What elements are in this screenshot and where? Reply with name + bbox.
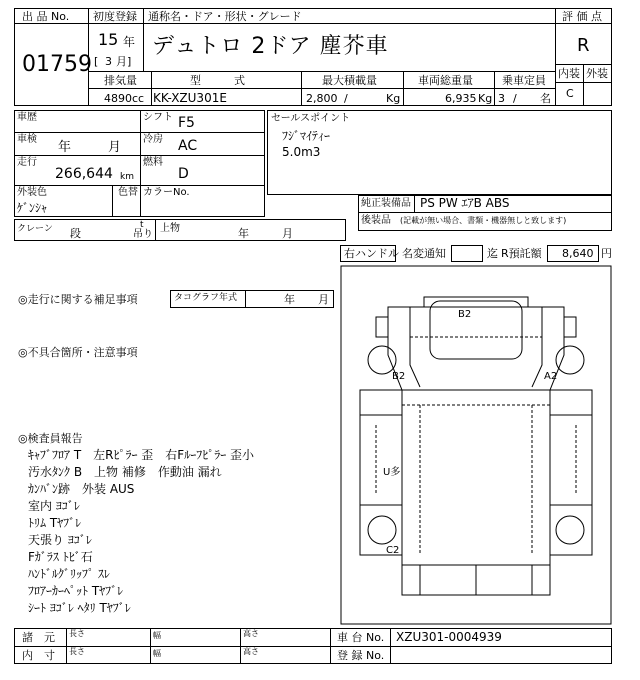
name-change-box: [451, 245, 483, 262]
equipment-value: PS PW ｴｱB ABS: [420, 196, 510, 210]
width-label: 幅: [153, 631, 161, 640]
car-name: デュトロ 2ドア 塵芥車: [152, 34, 389, 59]
tachograph-year: 年: [284, 293, 295, 306]
ac-value: AC: [178, 138, 198, 154]
tachograph-month: 月: [318, 293, 329, 306]
displacement-label: 排気量: [104, 74, 137, 87]
rating-label: 評 価 点: [562, 10, 602, 23]
inspector-line: Fｶﾞﾗｽ ﾄﾋﾞ石: [28, 550, 93, 564]
aftermarket-note: (記載が無い場合、書類・機器無しと致します): [400, 216, 567, 225]
exterior-label: 外装: [586, 67, 608, 80]
capacity-unit: 名: [540, 92, 551, 105]
max-load-slash: /: [344, 92, 348, 105]
name-change-label: 名変通知: [402, 247, 446, 260]
inspector-line: ﾄﾘﾑ Tﾔﾌﾞﾚ: [28, 516, 82, 530]
equipment-label: 純正装備品: [361, 198, 411, 209]
recycle-amount: 8,640: [562, 247, 594, 260]
capacity: 3: [498, 92, 505, 105]
rhd-label: 右ハンドル: [344, 247, 399, 260]
reg-number-label: 登 録 No.: [337, 649, 385, 662]
inspector-report: [28, 446, 254, 616]
shift-label: シフト: [143, 112, 173, 123]
inner-height-label: 高さ: [243, 647, 259, 656]
gross-weight: 6,935: [445, 92, 477, 105]
driving-notes-title: ◎走行に関する補足事項: [18, 293, 138, 306]
color-no-label: カラーNo.: [143, 187, 190, 198]
inspector-title: ◎検査員報告: [18, 432, 83, 445]
dims-label: 諸 元: [22, 631, 55, 644]
tachograph-label: タコグラフ年式: [174, 293, 238, 303]
rating-value: R: [577, 35, 590, 56]
reg-month: 3: [105, 55, 112, 68]
mileage-unit: km: [120, 172, 134, 182]
interior-label: 内装: [558, 67, 580, 80]
aftermarket-label: 後装品: [361, 215, 391, 226]
chassis-label: 車 台 No.: [337, 631, 385, 644]
model-label: 型 式: [190, 74, 245, 87]
crane-label: クレーン: [17, 224, 53, 234]
chassis-number: XZU301-0004939: [396, 630, 502, 644]
mileage-value: 266,644: [55, 166, 113, 182]
mark-b2-left: B2: [392, 371, 406, 382]
name-label: 通称名・ドア・形状・グレード: [148, 10, 302, 23]
inspection-label: 車検: [17, 134, 37, 145]
mark-c2-left: C2: [386, 545, 400, 556]
fuel-label: 燃料: [143, 157, 163, 168]
displacement: 4890: [104, 92, 132, 105]
gross-weight-unit: Kg: [478, 92, 493, 105]
color-label: 外装色: [17, 187, 47, 198]
max-load-label: 最大積載量: [322, 74, 377, 87]
shift-value: F5: [178, 115, 195, 131]
displacement-unit: cc: [132, 92, 145, 105]
recycle-unit: 円: [601, 247, 612, 260]
inspector-line: ｷｬﾌﾞﾌﾛｱ T 左Rﾋﾟﾗｰ 歪 右Fﾙｰﾌﾋﾟﾗｰ 歪小: [28, 448, 255, 462]
mark-b2-top: B2: [458, 309, 472, 320]
top-year: 年: [238, 227, 249, 240]
lot-label: 出 品 No.: [22, 10, 70, 23]
inspector-line: ﾊﾝﾄﾞﾙｸﾞﾘｯﾌﾟ ｽﾚ: [28, 567, 110, 581]
crane-hang: 吊り: [133, 229, 153, 240]
reg-month-unit: 月]: [116, 55, 132, 68]
crane-stage: 段: [70, 227, 81, 240]
inner-label: 内 寸: [22, 649, 55, 662]
crane-t: t: [140, 220, 144, 230]
height-label: 高さ: [243, 629, 259, 638]
crane-row: [14, 219, 346, 241]
mileage-label: 走行: [17, 157, 37, 168]
recycle-label: R預託額: [501, 247, 542, 260]
top-month: 月: [282, 227, 293, 240]
reg-month-open: [: [94, 55, 99, 68]
history-label: 車歴: [17, 112, 37, 123]
first-reg-label: 初度登録: [93, 10, 137, 23]
sales-point-1: ﾌｼﾞﾏｲﾃｨｰ: [282, 129, 331, 143]
fuel-value: D: [178, 166, 189, 182]
lot-number: 01759: [22, 52, 92, 77]
sales-point-label: セールスポイント: [271, 113, 351, 124]
truck-diagram: [340, 265, 612, 625]
inspector-line: 室内 ﾖｺﾞﾚ: [28, 499, 80, 513]
model: KK-XZU301E: [153, 91, 227, 105]
capacity-slash: /: [513, 92, 517, 105]
deadline-label: 迄: [487, 247, 498, 260]
inspector-line: ｶﾝﾊﾞﾝ跡 外装 AUS: [28, 482, 135, 496]
inspection-year: 年: [58, 140, 72, 155]
sales-point-2: 5.0m3: [282, 145, 321, 159]
defects-title: ◎不具合箇所・注意事項: [18, 346, 138, 359]
top-label: 上物: [160, 223, 180, 234]
inner-width-label: 幅: [153, 649, 161, 658]
reg-year-unit: 年: [123, 35, 136, 49]
reg-year: 15: [98, 30, 119, 49]
mark-a2-right: A2: [544, 371, 558, 382]
gross-weight-label: 車両総重量: [418, 74, 473, 87]
inspector-line: ｼｰﾄ ﾖｺﾞﾚ ﾍﾀﾘ Tﾔﾌﾞﾚ: [28, 601, 131, 615]
inspector-line: 汚水ﾀﾝｸ B 上物 補修 作動油 漏れ: [28, 465, 222, 479]
inner-length-label: 長さ: [69, 647, 85, 656]
interior-grade: C: [566, 87, 574, 100]
ac-label: 冷房: [143, 134, 163, 145]
inspector-line: 天張り ﾖｺﾞﾚ: [28, 533, 92, 547]
color-change-label: 色替: [118, 187, 138, 198]
max-load-unit: Kg: [386, 92, 401, 105]
inspection-month: 月: [108, 140, 122, 155]
mark-u-left: U多: [383, 467, 401, 478]
max-load: 2,800: [306, 92, 338, 105]
color-value: ｹﾞﾝｼｬ: [17, 201, 48, 215]
capacity-label: 乗車定員: [502, 74, 546, 87]
inspector-line: ﾌﾛｱｰｶｰﾍﾟｯﾄ Tﾔﾌﾞﾚ: [28, 584, 124, 598]
length-label: 長さ: [69, 629, 85, 638]
